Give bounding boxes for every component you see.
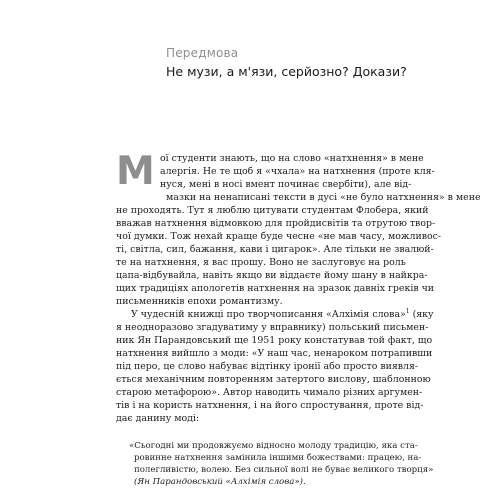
paragraph-line: алергія. Не те щоб я «чхала» на натхнення (проте кля-: [160, 166, 435, 177]
paragraph-line: не проходять. Тут я люблю цитувати студентам Флобера, який: [116, 205, 429, 216]
paragraph-line: натхнення вийшло з моди: «У наш час, ненароком потрапивши: [116, 348, 433, 359]
paragraph-line: чої думки. Тож нехай краще буде чесне «не мав часу, можливос-: [116, 231, 442, 242]
paragraph-line: щих традиціях апологетів натхнення на зразок давніх греків чи: [116, 283, 435, 294]
paragraph-line: ої студенти знають, що на слово «натхнення» в мене: [160, 153, 424, 164]
page-title: Не музи, а м'язи, серйозно? Докази?: [166, 64, 407, 79]
paragraph-line: У чудесній книжці про творчописання «Алхімія слова»$^1$ (яку: [131, 308, 434, 320]
paragraph-line: ник Ян Парандовський ще 1951 року констатував той факт, що: [116, 335, 433, 346]
paragraph-line: мазки на ненаписані тексти в дусі «не було натхнення» в мене: [166, 192, 481, 203]
quote-line: полегливістю, волею. Без сильної волі не буває великого творця»: [134, 465, 434, 475]
paragraph-line: те на натхнення, я вас прошу. Воно не заслуговує на роль: [116, 257, 406, 268]
paragraph-line: дає данину моді:: [116, 413, 200, 424]
paragraph-line: під перо, це слово набуває відтінку іронії або просто виявля-: [116, 361, 419, 372]
section-label: Передмова: [166, 46, 239, 60]
footnote-mark[interactable]: 1: [405, 308, 410, 315]
paragraph-line: я неодноразово згадуватиму у вправнику) польський письмен-: [116, 322, 429, 333]
drop-cap: М: [116, 149, 155, 194]
paragraph-line: тів і на користь натхнення, і на його спростування, проте від-: [116, 400, 424, 411]
quote-line: ровинне натхнення замінила іншими божествами: працею, на-: [134, 453, 422, 463]
paragraph-line: ті, світла, сил, бажання, кави і цигарок». Але тільки не звалюй-: [116, 244, 434, 255]
paragraph-line: ється механічним повторенням затертого вислову, шаблонною: [116, 374, 431, 385]
paragraph-line: цапа-відбувайла, навіть якщо ви віддаєте йому шану в найкра-: [116, 270, 428, 281]
paragraph-line: письменників епохи романтизму.: [116, 296, 283, 307]
paragraph-line: вважав натхнення відмовкою для пройдисвітів та отрутою твор-: [116, 218, 436, 229]
quote-citation: (Ян Парандовський «Алхімія слова»).: [134, 477, 306, 487]
quote-line: «Сьогодні ми продовжуємо відносно молоду традицію, яка ста-: [129, 441, 418, 451]
paragraph-line: старою метафорою». Автор наводить чимало різних аргумен-: [116, 387, 423, 398]
paragraph-line: нуся, мені в носі вмент починає свербіти), але від-: [160, 179, 412, 190]
